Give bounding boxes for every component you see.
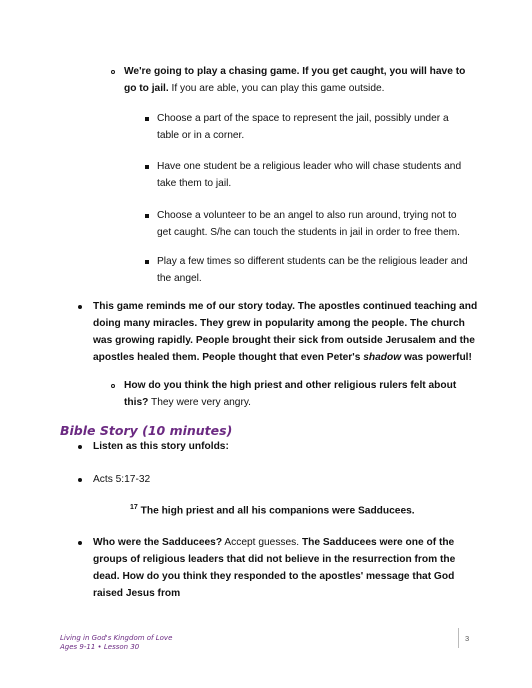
footer-divider — [458, 628, 459, 648]
section-heading: Bible Story (10 minutes) — [60, 423, 233, 438]
bullet-icon — [78, 298, 82, 315]
question-high-priest: How do you think the high priest and other religious rulers felt about this? They were very angry. — [124, 380, 457, 408]
jail-instruction: Choose a part of the space to represent the jail, possibly under a table or in a corner. — [157, 113, 449, 141]
bullet-icon — [78, 534, 82, 551]
page-number: 3 — [465, 634, 470, 643]
square-bullet-icon — [145, 253, 149, 270]
footer-title: Living in God's Kingdom of Love — [60, 634, 173, 642]
square-bullet-icon — [145, 158, 149, 175]
verse-text: $^{17}$ The high priest and all his companions were Sadducees. — [130, 504, 415, 517]
footer-subtitle: Ages 9-11 • Lesson 30 — [60, 643, 140, 651]
leader-instruction: Have one student be a religious leader who will chase students and take them to jail. — [157, 161, 462, 189]
sub-bullet-icon — [111, 377, 115, 394]
sub-bullet-icon — [111, 63, 115, 80]
game-intro-paragraph: We're going to play a chasing game. If you get caught, you will have to go to jail. If you are able, you can play this game outside. — [124, 66, 466, 94]
listen-instruction: Listen as this story unfolds: — [93, 441, 229, 452]
angel-instruction: Choose a volunteer to be an angel to also run around, trying not to get caught. S/he can touch the students in jail in order to free them. — [157, 210, 460, 238]
square-bullet-icon — [145, 207, 149, 224]
bullet-icon — [78, 471, 82, 488]
bullet-icon — [78, 438, 82, 455]
square-bullet-icon — [145, 110, 149, 127]
scripture-reference: Acts 5:17-32 — [93, 474, 151, 485]
sadducees-paragraph: Who were the Sadducees? Accept guesses. The Sadducees were one of the groups of religious leaders that did not believe in the resurrection from the dead. How do you think they responded to the apostles' message that God raised Jesus from — [93, 537, 456, 599]
repeat-instruction: Play a few times so different students can be the religious leader and the angel. — [157, 256, 468, 284]
story-intro-paragraph: This game reminds me of our story today. The apostles continued teaching and doing many miracles. They grew in popularity among the people. The church was growing rapidly. People brought their sick from outside Jerusalem and the apostles healed them. People thought that even Peter's shadow was powerful! — [93, 301, 478, 363]
